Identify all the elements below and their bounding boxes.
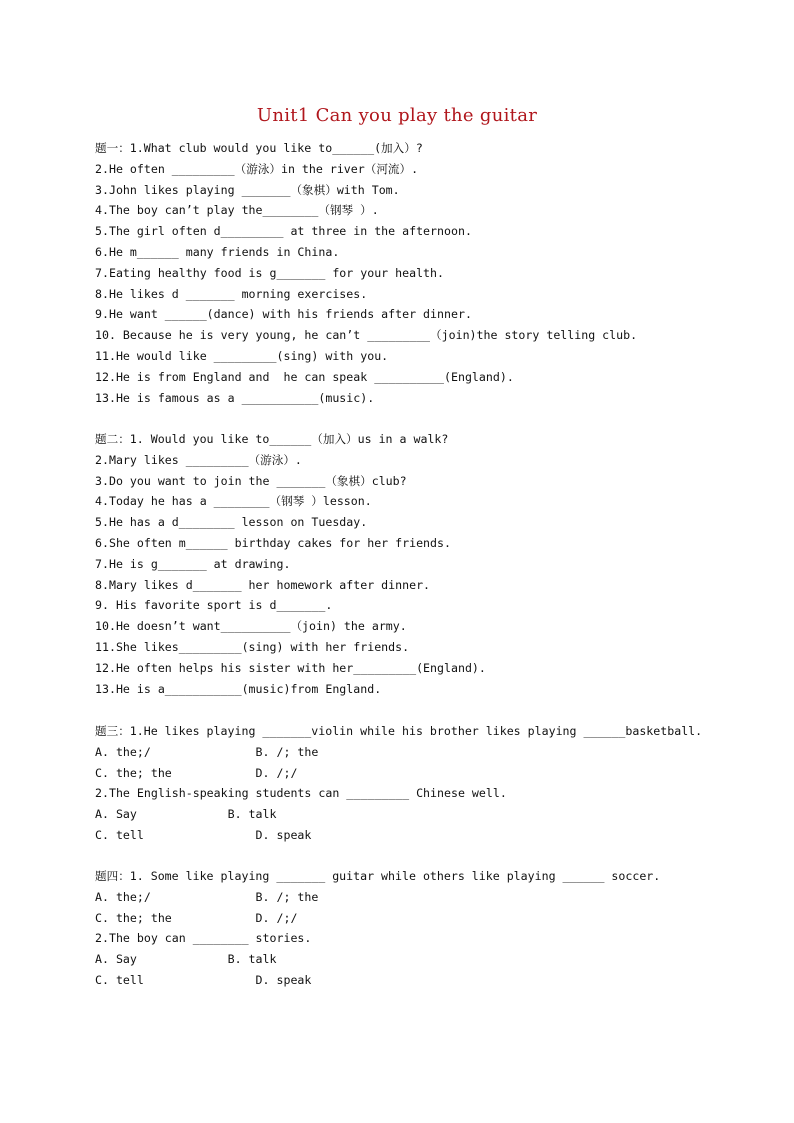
question-line: 10.He doesn’t want__________（join) the army. — [95, 619, 407, 634]
option-line: A. Say B. talk — [95, 807, 277, 822]
option-line: A. the;/ B. /; the — [95, 889, 319, 904]
page-title: Unit1 Can you play the guitar — [256, 105, 538, 126]
question-line: 9. His favorite sport is d_______. — [95, 598, 333, 613]
question-line: 8.Mary likes d_______ her homework after dinner. — [95, 577, 431, 592]
question-line: 6.She often m______ birthday cakes for her friends. — [95, 535, 451, 550]
question-line: 题一：1.What club would you like to______(加入）? — [95, 141, 423, 155]
question-line: 7.He is g_______ at drawing. — [95, 556, 291, 571]
question-line: 11.She likes_________(sing) with her friends. — [95, 639, 410, 654]
question-line: 题三：1.He likes playing _______violin while his brother likes playing ______basketball. — [95, 724, 703, 738]
question-line: 3.Do you want to join the _______（象棋）club? — [95, 473, 407, 488]
option-line: C. the; the D. /;/ — [95, 765, 298, 780]
question-line: 9.He want ______(dance) with his friends after dinner. — [95, 307, 472, 322]
question-line: 4.Today he has a ________（钢琴 ）lesson. — [95, 494, 372, 509]
question-line: 2.The English-speaking students can _________ Chinese well. — [95, 786, 507, 801]
question-line: 题二：1. Would you like to______（加入）us in a walk? — [95, 432, 449, 446]
question-line: 4.The boy can’t play the________（钢琴 ）. — [95, 203, 379, 218]
section-1 — [95, 138, 735, 408]
question-line: 题四：1. Some like playing _______ guitar while others like playing ______ soccer. — [95, 869, 661, 883]
question-line: 10. Because he is very young, he can’t _________（join)the story telling club. — [95, 328, 638, 343]
question-line: 2.Mary likes _________（游泳）. — [95, 452, 302, 467]
option-line: A. Say B. talk — [95, 952, 277, 967]
question-line: 12.He often helps his sister with her_________(England). — [95, 660, 486, 675]
question-line: 12.He is from England and he can speak __________(England). — [95, 369, 514, 384]
question-line: 13.He is a___________(music)from England. — [95, 681, 382, 696]
question-line: 11.He would like _________(sing) with you. — [95, 348, 389, 363]
option-line: C. tell D. speak — [95, 972, 312, 987]
option-line: C. the; the D. /;/ — [95, 910, 298, 925]
section-4 — [95, 866, 735, 991]
question-line: 3.John likes playing _______（象棋）with Tom. — [95, 182, 400, 197]
question-line: 13.He is famous as a ___________(music). — [95, 390, 375, 405]
option-line: C. tell D. speak — [95, 827, 312, 842]
question-line: 6.He m______ many friends in China. — [95, 244, 340, 259]
question-line: 7.Eating healthy food is g_______ for your health. — [95, 265, 445, 280]
question-line: 5.He has a d________ lesson on Tuesday. — [95, 515, 368, 530]
option-line: A. the;/ B. /; the — [95, 744, 319, 759]
question-line: 8.He likes d _______ morning exercises. — [95, 286, 368, 301]
section-3 — [95, 721, 735, 846]
question-line: 5.The girl often d_________ at three in the afternoon. — [95, 224, 472, 239]
question-line: 2.The boy can ________ stories. — [95, 931, 312, 946]
question-line: 2.He often _________（游泳）in the river（河流）. — [95, 161, 419, 176]
section-2 — [95, 429, 735, 699]
